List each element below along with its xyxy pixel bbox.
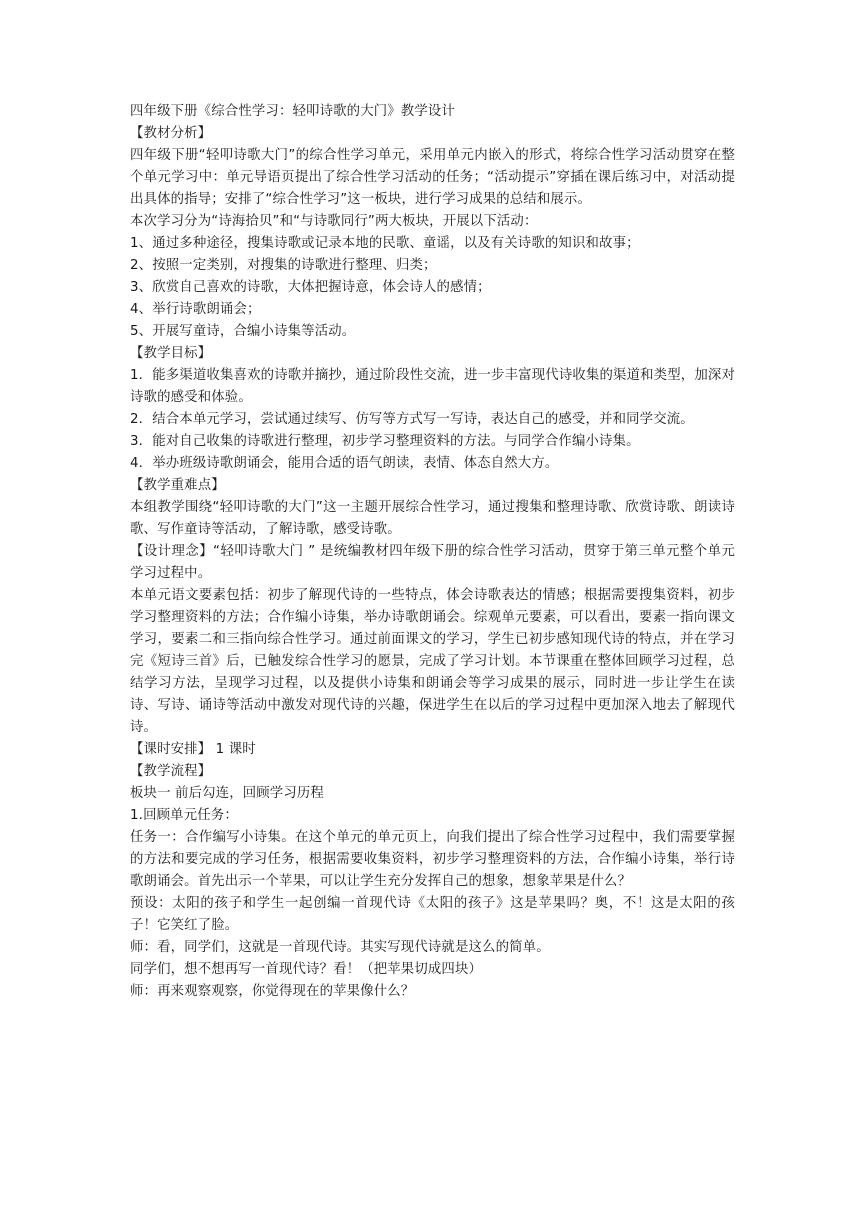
list-item: 4．举办班级诗歌朗诵会，能用合适的语气朗读，表情、体态自然大方。	[130, 456, 559, 471]
paragraph: 本组教学围绕“轻叩诗歌的大门”这一主题开展综合性学习，通过搜集和整理诗歌、欣赏诗歌、朗读诗歌、写作童诗等活动，了解诗歌，感受诗歌。	[130, 500, 735, 537]
paragraph: 本单元语文要素包括：初步了解现代诗的一些特点，体会诗歌表达的情感；根据需要搜集资料，初步学习整理资料的方法；合作编小诗集，举办诗歌朗诵会。综观单元要素，可以看出，要素一指向课文学习，要素二和三指向综合性学习。通过前面课文的学习，学生已初步感知现代诗的特点，并在学习完《短诗三首》后，已触发综合性学习的愿景，完成了学习计划。本节课重在整体回顾学习过程，总结学习方法，呈现学习过程，以及提供小诗集和朗诵会等学习成果的展示，同时进一步让学生在读诗、写诗、诵诗等活动中激发对现代诗的兴趣，保进学生在以后的学习过程中更加深入地去了解现代诗。	[130, 588, 735, 735]
list-item: 5、开展写童诗，合编小诗集等活动。	[130, 324, 356, 339]
document-page	[130, 101, 735, 1003]
paragraph: 1.回顾单元任务：	[130, 808, 238, 823]
list-item: 1．能多渠道收集喜欢的诗歌并摘抄，通过阶段性交流，进一步丰富现代诗收集的渠道和类型，加深对诗歌的感受和体验。	[130, 368, 735, 405]
paragraph: 预设：太阳的孩子和学生一起创编一首现代诗《太阳的孩子》这是苹果吗？奥，不！这是太阳的孩子！它笑红了脸。	[130, 896, 735, 933]
list-item: 2．结合本单元学习，尝试通过续写、仿写等方式写一写诗，表达自己的感受，并和同学交流。	[130, 412, 694, 427]
section-heading-teaching-process: 【教学流程】	[130, 764, 212, 779]
paragraph: 师：看，同学们，这就是一首现代诗。其实写现代诗就是这么的简单。	[130, 940, 550, 955]
paragraph: 本次学习分为“诗海拾贝”和“与诗歌同行”两大板块，开展以下活动：	[130, 214, 538, 229]
list-item: 3、欣赏自己喜欢的诗歌，大体把握诗意，体会诗人的感情；	[130, 280, 491, 295]
paragraph: 【设计理念】“轻叩诗歌大门 ” 是统编教材四年级下册的综合性学习活动，贯穿于第三单元整个单元学习过程中。	[130, 544, 735, 581]
section-heading-textbook-analysis: 【教材分析】	[130, 126, 212, 141]
list-item: 3．能对自己收集的诗歌进行整理，初步学习整理资料的方法。与同学合作编小诗集。	[130, 434, 640, 449]
paragraph: 师：再来观察观察，你觉得现在的苹果像什么？	[130, 984, 415, 999]
section-heading-key-points: 【教学重难点】	[130, 478, 225, 493]
paragraph: 四年级下册“轻叩诗歌大门”的综合性学习单元，采用单元内嵌入的形式，将综合性学习活动贯穿在整个单元学习中：单元导语页提出了综合性学习活动的任务；“活动提示”穿插在课后练习中，对活动提出具体的指导；安排了“综合性学习”这一板块，进行学习成果的总结和展示。	[130, 148, 735, 207]
list-item: 1、通过多种途径，搜集诗歌或记录本地的民歌、童谣，以及有关诗歌的知识和故事；	[130, 236, 640, 251]
paragraph: 同学们，想不想再写一首现代诗？看！（把苹果切成四块）	[130, 962, 483, 977]
section-heading-teaching-goals: 【教学目标】	[130, 346, 212, 361]
paragraph: 板块一 前后勾连，回顾学习历程	[130, 786, 324, 801]
section-heading-schedule: 【课时安排】 1 课时	[130, 742, 256, 757]
doc-title: 四年级下册《综合性学习：轻叩诗歌的大门》教学设计	[130, 104, 455, 119]
paragraph: 任务一：合作编写小诗集。在这个单元的单元页上，向我们提出了综合性学习过程中，我们需要掌握的方法和要完成的学习任务，根据需要收集资料，初步学习整理资料的方法，合作编小诗集，举行诗歌朗诵会。首先出示一个苹果，可以让学生充分发挥自己的想象，想象苹果是什么？	[130, 830, 735, 889]
list-item: 2、按照一定类别，对搜集的诗歌进行整理、归类；	[130, 258, 437, 273]
list-item: 4、举行诗歌朗诵会；	[130, 302, 261, 317]
